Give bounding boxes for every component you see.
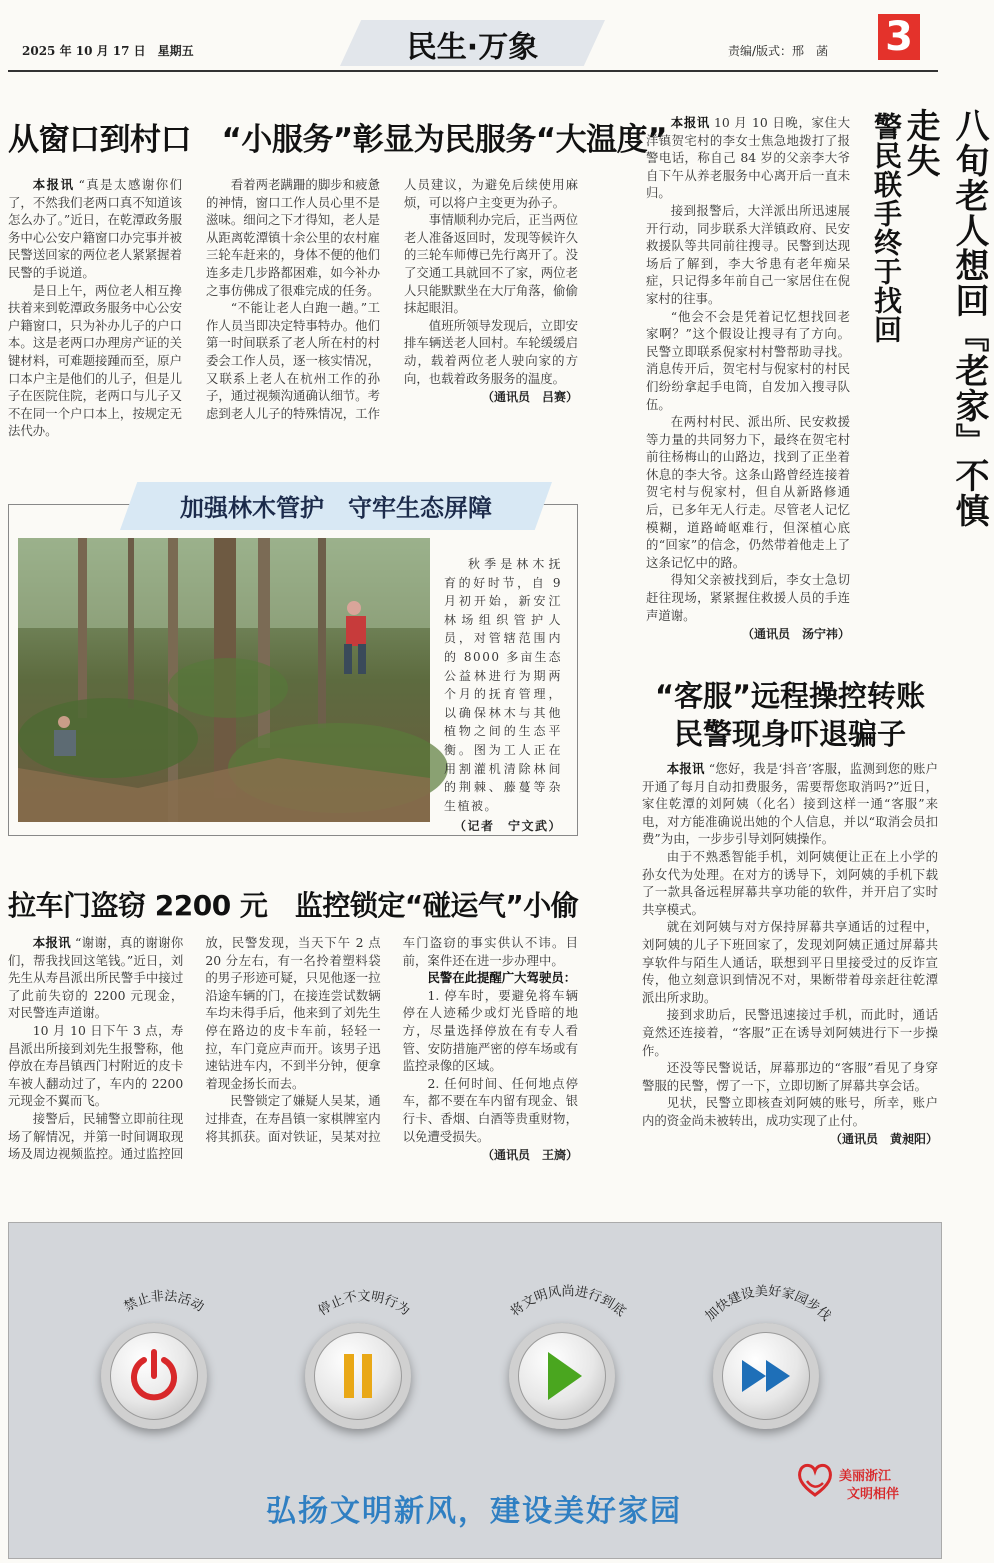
article3-paragraph: 见状，民警立即核查刘阿姨的账号，所幸，账户内的资金尚未被转出，成功实现了止付。 [642, 1095, 938, 1128]
header-rule [8, 70, 938, 72]
article3-paragraph: 还没等民警说话，屏幕那边的“客服”看见了身穿警服的民警，愣了一下，立即切断了屏幕共享会话。 [642, 1060, 938, 1093]
logo-line2: 文明相伴 [847, 1487, 900, 1502]
logo-line1: 美丽浙江 [839, 1469, 892, 1484]
article2-byline: （通讯员 汤宁祎） [741, 627, 850, 642]
article4-paragraph: 民警锁定了嫌疑人吴某，通过排查，在寿昌镇一家棋牌室内将其抓获。面对铁证，吴某对拉车门盗窃的事实供认不讳。目前，案件还在进一步办理中。 [205, 935, 578, 1144]
article1-paragraph: 是日上午，两位老人相互搀扶着来到乾潭政务服务中心公安户籍窗口，只为补办儿子的户口本。这是老两口办理房产证的关键材料，可难题接踵而至，原户口本户主是他们的儿子，但是儿子在医院住院，老两口与儿子又不在同一个户口本上，按规定无法代办。 [8, 282, 182, 439]
issue-date: 2025 年 10 月 17 日 星期五 [22, 44, 194, 58]
warning-heading: 民警在此提醒广大驾驶员： [427, 970, 577, 986]
article4-paragraph: 10 月 10 日下午 3 点，寿昌派出所接到刘先生报警称，他停放在寿昌镇西门村附近的皮卡车被人翻动过了，车内的 2200 元现金不翼而飞。 [8, 1022, 184, 1109]
svg-text:加快建设美好家园步伐: 加快建设美好家园步伐 [702, 1284, 834, 1325]
article4-byline: （通讯员 王旖） [481, 1148, 578, 1163]
article3-paragraph: 就在刘阿姨与对方保持屏幕共享通话的过程中，刘阿姨的儿子下班回家了，发现刘阿姨正通过屏幕共享软件与陌生人通话，联想到平日里接受过的反诈宣传，他立刻意识到情况不对，果断带着母亲赶往乾潭派出所求助。 [642, 919, 938, 1005]
article4-headline: 拉车门盗窃 2200 元 监控锁定“碰运气”小偷 [8, 889, 579, 922]
article2-subheadline: 警民联手终于找回 [870, 112, 903, 344]
photo-caption-text: 秋季是林木抚育的好时节，自 9 月初开始，新安江林场组织管护人员，对管辖范围内的 8000 多亩生态公益林进行为期两个月的抚育管理，以确保林木与其他植物之间的生态平衡。图为工人正在用割灌机清除林间的荆棘、藤蔓等杂生植被。 [444, 557, 562, 813]
article3-paragraph: “您好，我是‘抖音’客服，监测到您的账户开通了每月自动扣费服务，需要帮您取消吗?”近日，家住乾潭的刘阿姨（化名）接到这样一通“客服”来电，对方能准确说出她的个人信息，并以“取消会员扣费”为由，一步步引导刘阿姨操作。 [642, 761, 939, 847]
psa-slogan: 弘扬文明新风，建设美好家园 [266, 1494, 682, 1529]
article1-paragraph: 事情顺利办完后，正当两位老人准备返回时，发现等候许久的三轮车师傅已先行离开了。没了交通工具就回不了家，两位老人只能默默坐在大厅角落，偷偷抹起眼泪。 [404, 212, 578, 316]
forest-photo [18, 538, 430, 822]
article3-lead: 本报讯 [666, 761, 705, 776]
svg-text:停止不文明行为: 停止不文明行为 [315, 1289, 413, 1319]
svg-text:将文明风尚进行到底: 将文明风尚进行到底 [507, 1284, 629, 1320]
svg-text:禁止非法活动: 禁止非法活动 [121, 1289, 207, 1316]
play-icon [532, 1346, 592, 1406]
warning-item: 1. 停车时，要避免将车辆停在人迹稀少或灯光昏暗的地方，尽量选择停放在有专人看管、安防措施严密的停车场或有监控录像的区域。 [402, 987, 578, 1074]
power-icon [124, 1346, 184, 1406]
photo-caption [444, 555, 562, 836]
article1-byline: （通讯员 吕赛） [481, 390, 578, 405]
article2-paragraph: 得知父亲被找到后，李女士急切赶往现场，紧紧握住救援人员的手连声道谢。 [646, 572, 850, 623]
play-button [509, 1323, 615, 1429]
photo-byline: （记者 宁文武） [453, 819, 562, 834]
article1-paragraph: 看着两老蹒跚的脚步和疲惫的神情，窗口工作人员心里不是滋味。细问之下才得知，老人是从距离乾潭镇十余公里的农村雇三轮车赶来的，身体不便的他们连多走几步路都困难，如今补办之事仿佛成了很难完成的任务。 [206, 177, 380, 298]
photo-story-banner: 加强林木管护 守牢生态屏障 [180, 494, 492, 522]
article1-paragraph: “不能让老人白跑一趟。”工作人员当即决定特事特办。他们第一时间联系了老人所在村的村委会工作人员，逐一核实情况，又联系上老人在杭州工作的孙子，通过视频沟通确认细节。考虑到老人儿子的特殊情况，工作人员建议，为避免后续使用麻烦，可以将户主变更为孙子。 [206, 177, 578, 421]
article1-lead: 本报讯 [32, 177, 75, 192]
article1-headline: 从窗口到村口 “小服务”彰显为民服务“大温度” [8, 122, 667, 158]
article2-headline: 八旬老人想回『老家』不慎走失 [900, 108, 989, 528]
article3-headline-line2: 民警现身吓退骗子 [673, 717, 906, 751]
pause-icon [328, 1346, 388, 1406]
article1-paragraph: “真是太感谢你们了，不然我们老两口真不知道该怎么办了。”近日，在乾潭政务服务中心公安户籍窗口办完事并被民警送回家的两位老人紧紧握着民警的手说道。 [8, 177, 183, 280]
article2-paragraph: 在两村村民、派出所、民安救援等力量的共同努力下，最终在贺宅村前往杨梅山的山路边，找到了正坐着休息的李大爷。这条山路曾经连接着贺宅村与倪家村，但自从新路修通后，已多年无人行走。尽管老人记忆模糊，道路崎岖难行，但深植心底的“回家”的信念，仍然带着他走上了这条记忆中的路。 [646, 414, 850, 570]
article2-lead: 本报讯 [670, 115, 710, 130]
article2-body [646, 114, 850, 644]
article3-byline: （通讯员 黄昶阳） [829, 1132, 938, 1147]
article3-paragraph: 接到求助后，民警迅速接过手机，而此时，通话竟然还连接着，“客服”正在诱导刘阿姨进行下一步操作。 [642, 1007, 938, 1058]
article1-paragraph: 值班所领导发现后，立即安排车辆送老人回村。车轮缓缓启动，载着两位老人驶向家的方向，也载着政务服务的温度。 [404, 317, 578, 386]
article4-body [8, 934, 578, 1184]
article3-body [642, 760, 938, 1149]
article4-lead: 本报讯 [32, 935, 72, 950]
page-number: 3 [878, 14, 920, 60]
article2-paragraph: 接到报警后，大洋派出所迅速展开行动，同步联系大洋镇政府、民安救援队等共同前往搜寻。民警到达现场后了解到，李大爷患有老年痴呆症，只记得多年前自己一家居住在倪家村的往事。 [646, 202, 850, 306]
article2-paragraph: 10 月 10 日晚，家住大洋镇贺宅村的李女士焦急地拨打了报警电话，称自己 84 岁的父亲李大爷自下午从养老服务中心离开后一直未归。 [646, 115, 850, 201]
fast-forward-button [713, 1323, 819, 1429]
article3-paragraph: 由于不熟悉智能手机，刘阿姨便让正在上小学的孙女代为处理。在对方的诱导下，刘阿姨的手机下载了一款具备远程屏幕共享功能的软件，并开启了实时共享模式。 [642, 848, 938, 917]
article4-paragraph: “谢谢，真的谢谢你们，帮我找回这笔钱。”近日，刘先生从寿昌派出所民警手中接过了此前失窃的 2200 元现金，对民警连声道谢。 [8, 935, 184, 1021]
section-title: 民生·万象 [406, 30, 539, 65]
article1-body [8, 176, 578, 442]
article4-paragraph: 接警后，民辅警立即前往现场了解情况，并第一时间调取现场及周边视频监控。通过监控回放，民警发现，当天下午 2 点 20 分左右，有一名拎着塑料袋的男子形迹可疑，只见他逐一拉沿途车辆的门，在接连尝试数辆车均未得手后，他来到了刘先生停在路边的皮卡车前，轻轻一拉，车门竟应声而开。该男子迅速钻进车内，不到半分钟，便拿着现金扬长而去。 [8, 935, 381, 1162]
article3-headline: “客服”远程操控转账 [654, 679, 926, 713]
article2-paragraph: “他会不会是凭着记忆想找回老家啊？”这个假设让搜寻有了方向。民警立即联系倪家村村警帮助寻找。消息传开后，贺宅村与倪家村的村民们纷纷拿起手电筒，自发加入搜寻队伍。 [646, 308, 850, 412]
power-button [101, 1323, 207, 1429]
editor-credit: 责编/版式：邢 菡 [728, 44, 829, 58]
pause-button [305, 1323, 411, 1429]
warning-item: 2. 任何时间、任何地点停车，都不要在车内留有现金、银行卡、香烟、白酒等贵重财物，以免遭受损失。 [402, 1075, 578, 1144]
fast-forward-icon [736, 1346, 796, 1406]
